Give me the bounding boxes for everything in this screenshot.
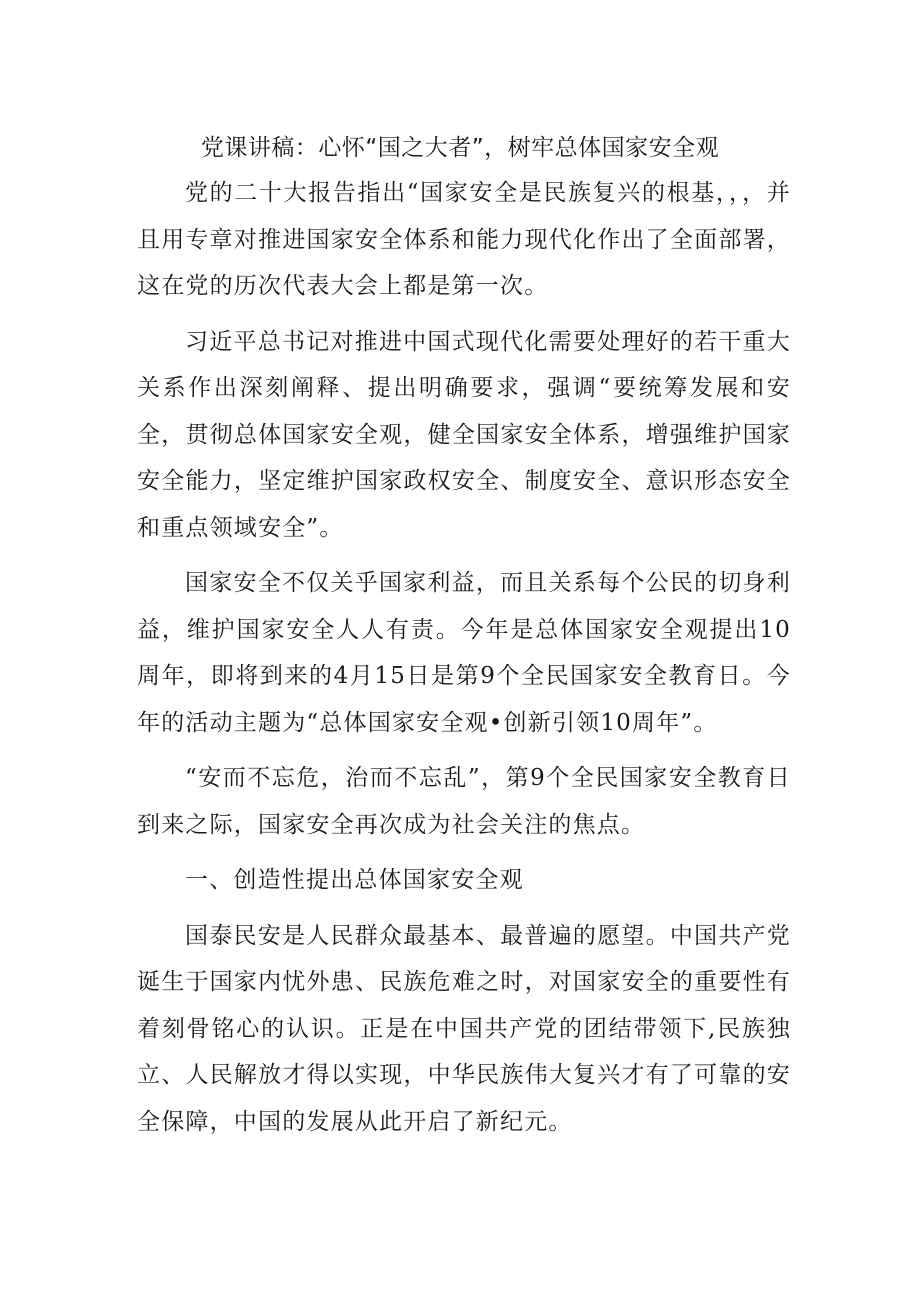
- document-body: [137, 170, 791, 1145]
- paragraph-history: 国泰民安是人民群众最基本、最普遍的愿望。中国共产党诞生于国家内忧外患、民族危难之时，对国家安全的重要性有着刻骨铭心的认识。正是在中国共产党的团结带领下,民族独立、人民解放才得以实现，中华民族伟大复兴才有了可靠的安全保障，中国的发展从此开启了新纪元。: [137, 922, 791, 1135]
- paragraph-focus: “安而不忘危，治而不忘乱”，第9个全民国家安全教育日到来之际，国家安全再次成为社会关注的焦点。: [137, 765, 791, 838]
- section-heading-1: 一、创造性提出总体国家安全观: [185, 867, 524, 893]
- document-title: 党课讲稿：心怀“国之大者”，树牢总体国家安全观: [200, 135, 720, 161]
- paragraph-report: 党的二十大报告指出“国家安全是民族复兴的根基，，，并且用专章对推进国家安全体系和能力现代化作出了全面部署，这在党的历次代表大会上都是第一次。: [137, 180, 791, 299]
- paragraph-xi-remarks: 习近平总书记对推进中国式现代化需要处理好的若干重大关系作出深刻阐释、提出明确要求，强调“要统筹发展和安全，贯彻总体国家安全观，健全国家安全体系，增强维护国家安全能力，坚定维护国家政权安全、制度安全、意识形态安全和重点领域安全”。: [137, 328, 791, 541]
- paragraph-education-day: 国家安全不仅关乎国家利益，而且关系每个公民的切身利益，维护国家安全人人有责。今年是总体国家安全观提出10周年，即将到来的4月15日是第9个全民国家安全教育日。今年的活动主题为“总体国家安全观•创新引领10周年”。: [137, 570, 791, 736]
